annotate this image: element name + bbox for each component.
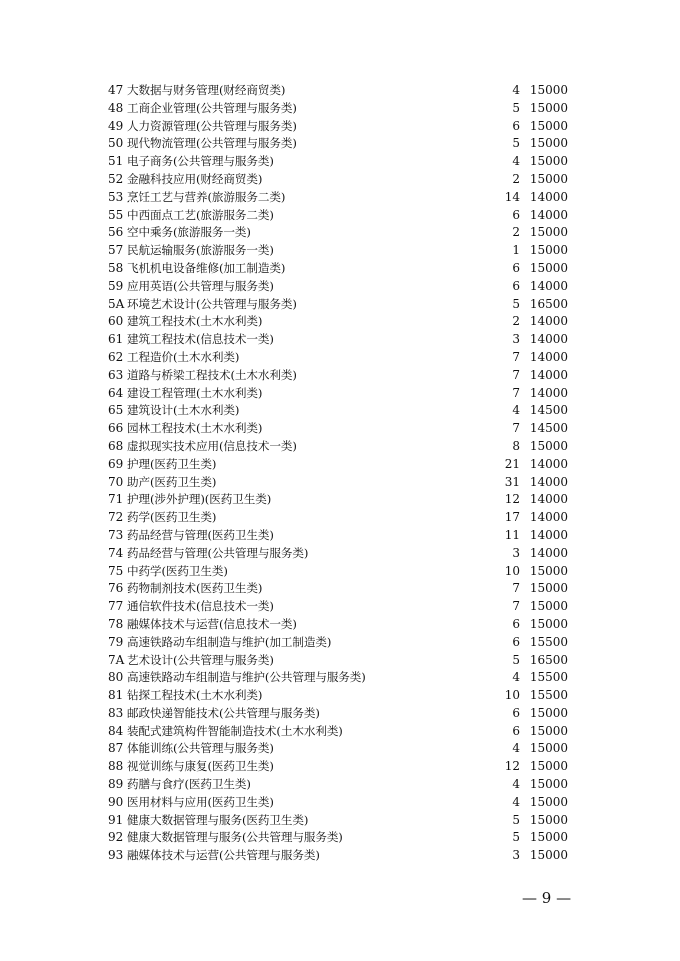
program-row [108,847,568,865]
program-row [108,812,568,830]
program-row [108,616,568,634]
program-row [108,829,568,847]
program-code: 66 [108,421,124,436]
enrollment-count: 8 [512,438,520,453]
program-code: 93 [108,848,124,863]
program-name: 护理(涉外护理)(医药卫生类) [127,492,272,507]
tuition-fee: 15000 [529,705,568,720]
program-row [108,776,568,794]
program-name: 护理(医药卫生类) [127,456,217,471]
enrollment-count: 4 [512,794,520,809]
program-code: 80 [108,670,124,685]
program-name: 建筑工程技术(土木水利类) [127,314,263,329]
enrollment-count: 6 [512,634,520,649]
program-row [108,135,568,153]
tuition-fee: 15000 [529,616,568,631]
program-name: 中药学(医药卫生类) [127,563,228,578]
program-code: 78 [108,616,124,631]
enrollment-count: 4 [512,741,520,756]
enrollment-count: 3 [512,332,520,347]
tuition-fee: 15000 [529,599,568,614]
enrollment-count: 7 [512,421,520,436]
program-row [108,456,568,474]
program-name: 飞机机电设备维修(加工制造类) [127,260,286,275]
program-row [108,100,568,118]
tuition-fee: 14000 [529,314,568,329]
enrollment-count: 4 [512,403,520,418]
enrollment-count: 1 [512,243,520,258]
program-code: 59 [108,278,124,293]
program-name: 高速铁路动车组制造与维护(公共管理与服务类) [127,670,366,685]
program-code: 50 [108,136,124,151]
program-name: 工商企业管理(公共管理与服务类) [127,100,297,115]
tuition-fee: 15000 [529,563,568,578]
page-number: — 9 — [522,889,572,907]
program-name: 人力资源管理(公共管理与服务类) [127,118,297,133]
program-code: 58 [108,260,124,275]
program-name: 通信软件技术(信息技术一类) [127,599,274,614]
program-code: 63 [108,367,124,382]
program-code: 72 [108,510,124,525]
program-code: 75 [108,563,124,578]
tuition-fee: 14000 [529,474,568,489]
program-code: 89 [108,777,124,792]
enrollment-count: 4 [512,670,520,685]
program-code: 87 [108,741,124,756]
program-code: 91 [108,812,124,827]
program-row [108,527,568,545]
program-code: 7A [108,652,125,667]
program-row [108,563,568,581]
program-row [108,438,568,456]
enrollment-count: 6 [512,260,520,275]
enrollment-count: 7 [512,349,520,364]
tuition-fee: 14500 [529,421,568,436]
program-code: 60 [108,314,124,329]
enrollment-count: 5 [512,830,520,845]
tuition-fee: 15000 [529,225,568,240]
tuition-fee: 16500 [529,296,568,311]
program-row [108,669,568,687]
tuition-fee: 14000 [529,456,568,471]
enrollment-count: 21 [504,456,520,471]
program-name: 建设工程管理(土木水利类) [127,385,263,400]
tuition-fee: 16500 [529,652,568,667]
program-name: 电子商务(公共管理与服务类) [127,154,274,169]
tuition-fee: 14000 [529,385,568,400]
enrollment-count: 6 [512,723,520,738]
program-row [108,385,568,403]
tuition-fee: 15000 [529,118,568,133]
program-code: 49 [108,118,124,133]
program-name: 中西面点工艺(旅游服务二类) [127,207,274,222]
enrollment-count: 3 [512,848,520,863]
enrollment-count: 6 [512,705,520,720]
program-row [108,580,568,598]
program-code: 92 [108,830,124,845]
program-row [108,153,568,171]
program-code: 53 [108,189,124,204]
program-code: 69 [108,456,124,471]
tuition-fee: 14000 [529,510,568,525]
enrollment-count: 2 [512,171,520,186]
enrollment-count: 7 [512,581,520,596]
program-name: 烹饪工艺与营养(旅游服务二类) [127,189,286,204]
program-name: 视觉训练与康复(医药卫生类) [127,759,274,774]
program-code: 56 [108,225,124,240]
enrollment-count: 31 [504,474,520,489]
enrollment-count: 5 [512,296,520,311]
enrollment-count: 17 [504,510,520,525]
program-row [108,82,568,100]
program-code: 76 [108,581,124,596]
enrollment-count: 12 [504,492,520,507]
program-code: 51 [108,154,124,169]
tuition-fee: 14000 [529,332,568,347]
program-code: 83 [108,705,124,720]
tuition-fee: 14000 [529,545,568,560]
tuition-fee: 15500 [529,688,568,703]
program-name: 药膳与食疗(医药卫生类) [127,777,251,792]
enrollment-count: 5 [512,812,520,827]
program-row [108,189,568,207]
program-list [108,82,568,865]
program-name: 民航运输服务(旅游服务一类) [127,243,274,258]
program-code: 70 [108,474,124,489]
tuition-fee: 14500 [529,403,568,418]
program-row [108,652,568,670]
program-code: 90 [108,794,124,809]
program-row [108,242,568,260]
program-row [108,474,568,492]
program-row [108,509,568,527]
program-row [108,634,568,652]
tuition-fee: 14000 [529,207,568,222]
program-code: 73 [108,527,124,542]
program-row [108,758,568,776]
program-row [108,723,568,741]
tuition-fee: 15000 [529,154,568,169]
program-name: 健康大数据管理与服务(医药卫生类) [127,812,309,827]
program-row [108,402,568,420]
enrollment-count: 7 [512,599,520,614]
program-code: 68 [108,438,124,453]
tuition-fee: 15000 [529,848,568,863]
program-code: 61 [108,332,124,347]
tuition-fee: 15000 [529,171,568,186]
tuition-fee: 15000 [529,759,568,774]
enrollment-count: 2 [512,314,520,329]
enrollment-count: 4 [512,154,520,169]
program-code: 47 [108,83,124,97]
program-name: 建筑设计(土木水利类) [127,403,240,418]
program-row [108,740,568,758]
enrollment-count: 5 [512,136,520,151]
program-row [108,687,568,705]
program-row [108,598,568,616]
enrollment-count: 14 [504,189,520,204]
program-row [108,313,568,331]
program-row [108,224,568,242]
program-row [108,296,568,314]
program-name: 空中乘务(旅游服务一类) [127,225,251,240]
program-name: 药学(医药卫生类) [127,510,217,525]
program-name: 健康大数据管理与服务(公共管理与服务类) [127,830,343,845]
enrollment-count: 10 [504,563,520,578]
enrollment-count: 6 [512,278,520,293]
program-name: 应用英语(公共管理与服务类) [127,278,274,293]
tuition-fee: 14000 [529,349,568,364]
tuition-fee: 15000 [529,100,568,115]
enrollment-count: 6 [512,207,520,222]
program-name: 体能训练(公共管理与服务类) [127,741,274,756]
program-name: 高速铁路动车组制造与维护(加工制造类) [127,634,332,649]
program-code: 64 [108,385,124,400]
program-row [108,794,568,812]
enrollment-count: 10 [504,688,520,703]
program-code: 74 [108,545,124,560]
program-name: 园林工程技术(土木水利类) [127,421,263,436]
tuition-fee: 15000 [529,243,568,258]
tuition-fee: 15000 [529,723,568,738]
program-row [108,491,568,509]
program-name: 建筑工程技术(信息技术一类) [127,332,274,347]
program-name: 钻探工程技术(土木水利类) [127,688,263,703]
tuition-fee: 15000 [529,794,568,809]
program-row [108,705,568,723]
tuition-fee: 15000 [529,830,568,845]
program-name: 大数据与财务管理(财经商贸类) [127,83,286,97]
program-code: 62 [108,349,124,364]
tuition-fee: 15000 [529,136,568,151]
enrollment-count: 7 [512,367,520,382]
program-row [108,171,568,189]
program-row [108,207,568,225]
enrollment-count: 12 [504,759,520,774]
tuition-fee: 15000 [529,741,568,756]
program-name: 金融科技应用(财经商贸类) [127,171,263,186]
program-row [108,349,568,367]
program-row [108,367,568,385]
program-name: 医用材料与应用(医药卫生类) [127,794,274,809]
enrollment-count: 6 [512,118,520,133]
program-row [108,545,568,563]
program-name: 工程造价(土木水利类) [127,349,240,364]
enrollment-count: 11 [504,527,520,542]
tuition-fee: 15000 [529,812,568,827]
program-name: 药物制剂技术(医药卫生类) [127,581,263,596]
program-name: 药品经营与管理(医药卫生类) [127,527,274,542]
program-row [108,331,568,349]
program-code: 84 [108,723,124,738]
program-code: 81 [108,688,124,703]
tuition-fee: 15500 [529,670,568,685]
enrollment-count: 4 [512,777,520,792]
program-name: 装配式建筑构件智能制造技术(土木水利类) [127,723,343,738]
program-code: 57 [108,243,124,258]
tuition-fee: 15000 [529,260,568,275]
program-code: 79 [108,634,124,649]
program-name: 艺术设计(公共管理与服务类) [127,652,274,667]
tuition-fee: 14000 [529,278,568,293]
program-code: 65 [108,403,124,418]
program-row [108,260,568,278]
program-row [108,278,568,296]
program-name: 邮政快递智能技术(公共管理与服务类) [127,705,320,720]
program-name: 助产(医药卫生类) [127,474,217,489]
tuition-fee: 15000 [529,83,568,97]
tuition-fee: 14000 [529,527,568,542]
enrollment-count: 4 [512,83,520,97]
enrollment-count: 2 [512,225,520,240]
enrollment-count: 5 [512,100,520,115]
enrollment-count: 6 [512,616,520,631]
program-name: 环境艺术设计(公共管理与服务类) [127,296,297,311]
program-code: 88 [108,759,124,774]
program-code: 48 [108,100,124,115]
program-row [108,420,568,438]
enrollment-count: 3 [512,545,520,560]
enrollment-count: 7 [512,385,520,400]
enrollment-count: 5 [512,652,520,667]
program-name: 融媒体技术与运营(信息技术一类) [127,616,297,631]
program-name: 虚拟现实技术应用(信息技术一类) [127,438,297,453]
program-code: 77 [108,599,124,614]
tuition-fee: 14000 [529,189,568,204]
tuition-fee: 15000 [529,581,568,596]
tuition-fee: 14000 [529,367,568,382]
tuition-fee: 15000 [529,438,568,453]
program-code: 5A [108,296,125,311]
program-name: 现代物流管理(公共管理与服务类) [127,136,297,151]
program-code: 52 [108,171,124,186]
program-code: 55 [108,207,124,222]
program-row [108,118,568,136]
program-name: 道路与桥梁工程技术(土木水利类) [127,367,297,382]
program-name: 药品经营与管理(公共管理与服务类) [127,545,309,560]
tuition-fee: 15000 [529,777,568,792]
program-code: 71 [108,492,124,507]
tuition-fee: 15500 [529,634,568,649]
program-name: 融媒体技术与运营(公共管理与服务类) [127,848,320,863]
tuition-fee: 14000 [529,492,568,507]
